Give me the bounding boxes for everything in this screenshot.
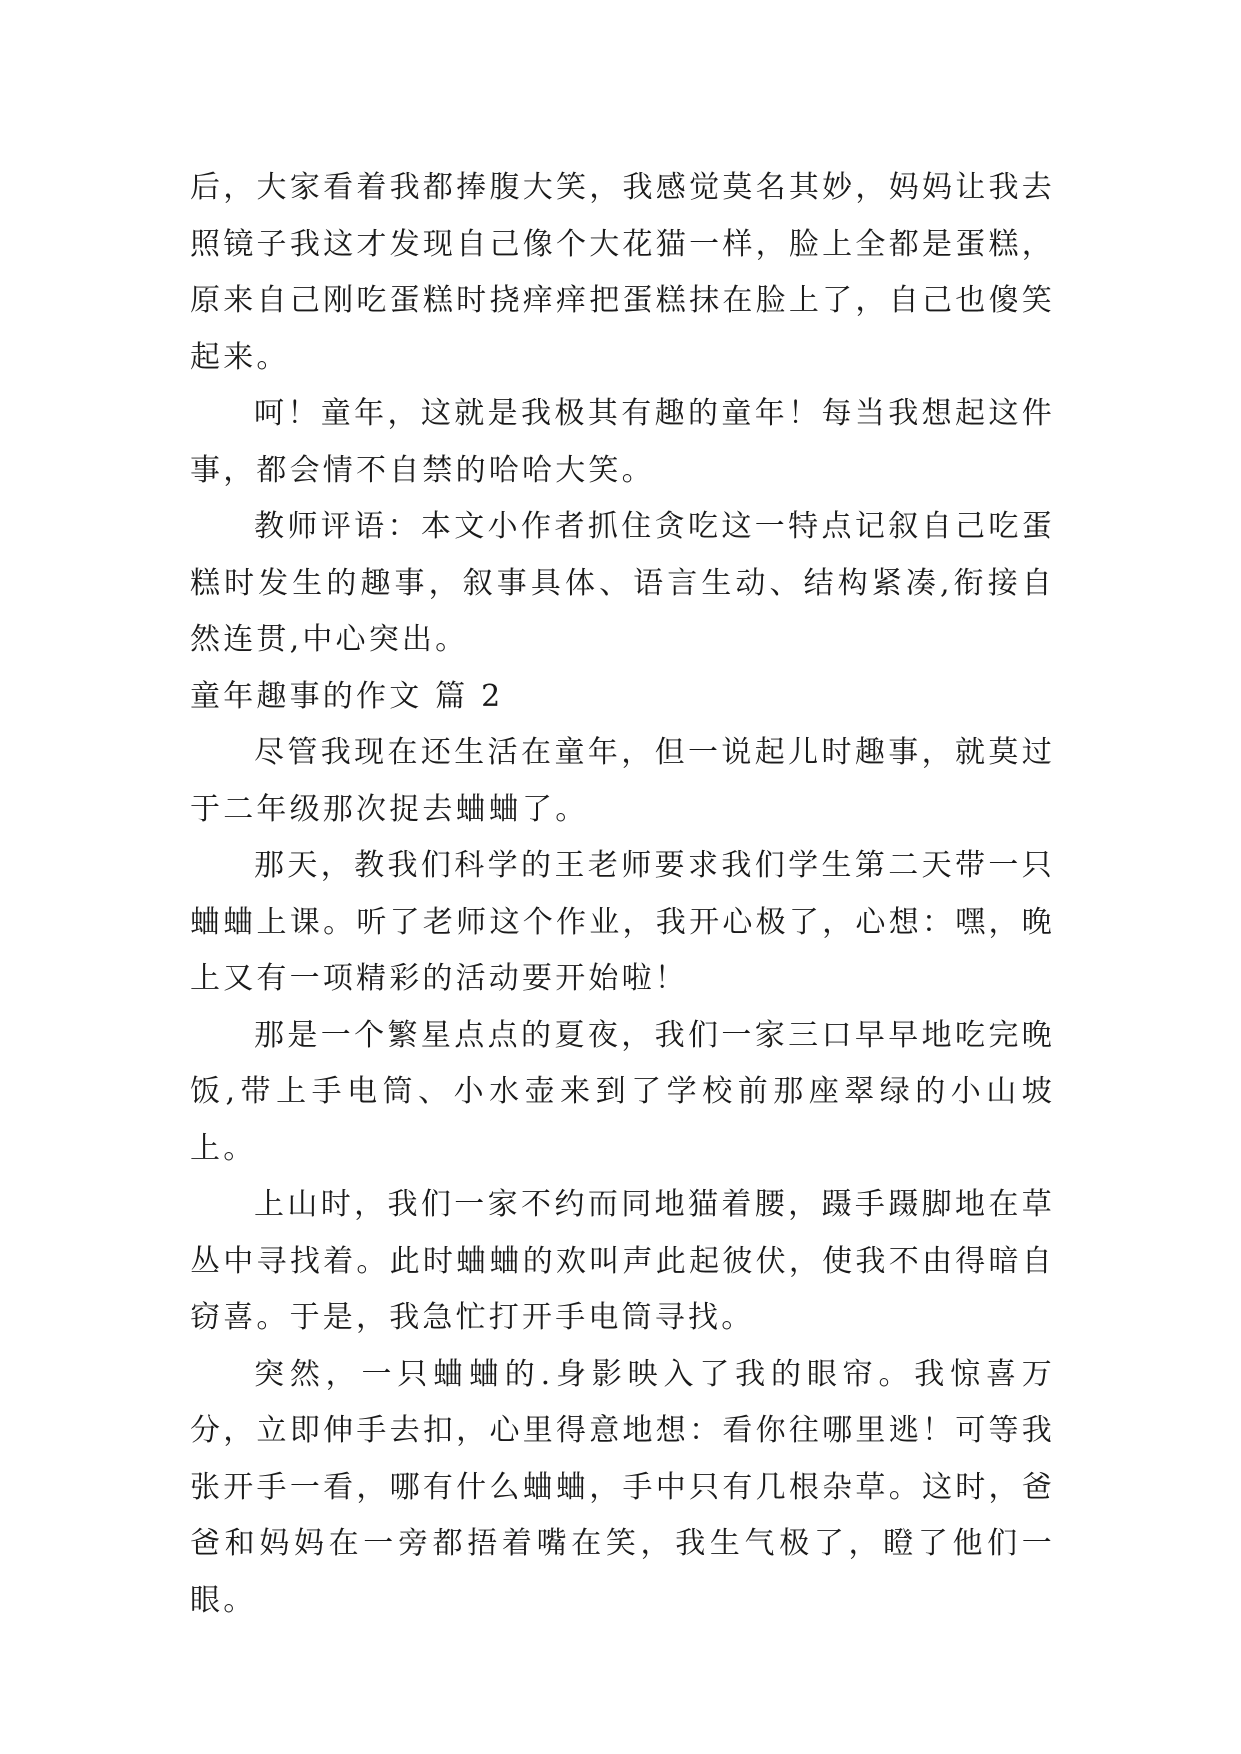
paragraph-exclamation: 呵！童年，这就是我极其有趣的童年！每当我想起这件事，都会情不自禁的哈哈大笑。	[190, 396, 1055, 488]
paragraph-continued: 后，大家看着我都捧腹大笑，我感觉莫名其妙，妈妈让我去照镜子我这才发现自己像个大花猫一样，脸上全都是蛋糕，原来自己刚吃蛋糕时挠痒痒把蛋糕抹在脸上了，自己也傻笑起来。	[190, 170, 1055, 375]
section-title: 童年趣事的作文 篇 2	[190, 678, 504, 714]
paragraph-summer-night: 那是一个繁星点点的夏夜，我们一家三口早早地吃完晚饭,带上手电筒、小水壶来到了学校前那座翠绿的小山坡上。	[190, 1017, 1055, 1166]
paragraph-intro: 尽管我现在还生活在童年，但一说起儿时趣事，就莫过于二年级那次捉去蛐蛐了。	[190, 735, 1055, 827]
paragraph-catching: 突然，一只蛐蛐的.身影映入了我的眼帘。我惊喜万分，立即伸手去扣，心里得意地想：看你往哪里逃！可等我张开手一看，哪有什么蛐蛐，手中只有几根杂草。这时，爸爸和妈妈在一旁都捂着嘴在笑，我生气极了，瞪了他们一眼。	[190, 1356, 1055, 1618]
paragraph-teacher-comment: 教师评语：本文小作者抓住贪吃这一特点记叙自己吃蛋糕时发生的趣事，叙事具体、语言生动、结构紧凑,衔接自然连贯,中心突出。	[190, 509, 1055, 657]
paragraph-teacher-task: 那天，教我们科学的王老师要求我们学生第二天带一只蛐蛐上课。听了老师这个作业，我开心极了，心想：嘿，晚上又有一项精彩的活动要开始啦！	[190, 848, 1055, 996]
document-page	[190, 160, 1055, 1629]
paragraph-searching: 上山时，我们一家不约而同地猫着腰，蹑手蹑脚地在草丛中寻找着。此时蛐蛐的欢叫声此起彼伏，使我不由得暗自窃喜。于是，我急忙打开手电筒寻找。	[190, 1187, 1055, 1335]
